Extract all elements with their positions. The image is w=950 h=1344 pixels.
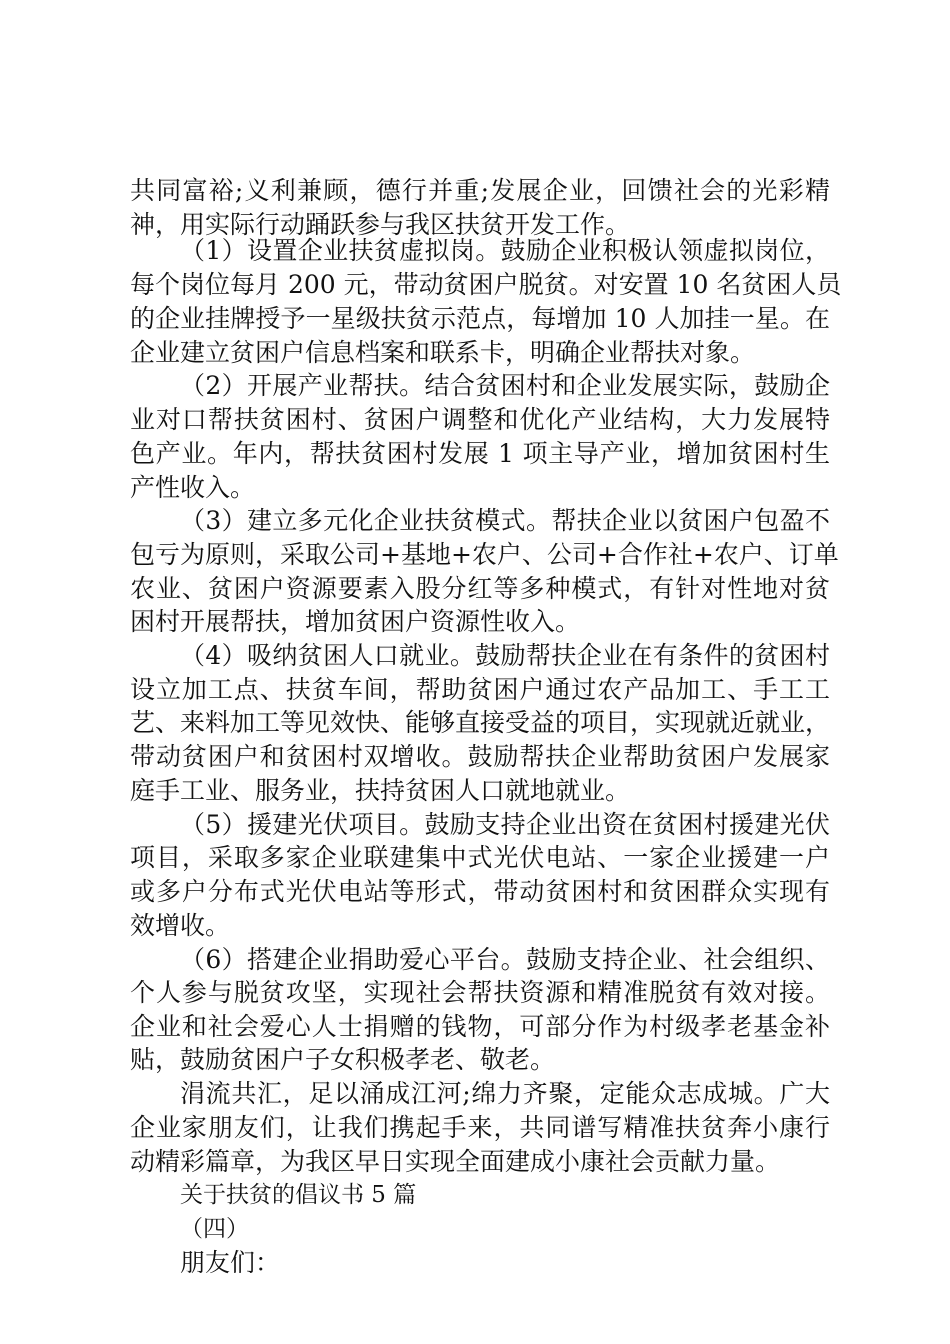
text-line: 色产业。年内，帮扶贫困村发展 1 项主导产业，增加贫困村生 <box>130 439 830 468</box>
text-line: 艺、来料加工等见效快、能够直接受益的项目，实现就近就业， <box>130 708 831 737</box>
text-line: 产性收入。 <box>130 473 256 502</box>
section-title: 关于扶贫的倡议书 5 篇 <box>180 1182 417 1208</box>
paragraph-start-line: 涓流共汇，足以涌成江河;绵力齐聚，定能众志成城。广大 <box>180 1079 830 1108</box>
paragraph-start-line: （4）吸纳贫困人口就业。鼓励帮扶企业在有条件的贫困村 <box>180 641 830 670</box>
section-number: （四） <box>180 1216 249 1242</box>
text-line: 项目，采取多家企业联建集中式光伏电站、一家企业援建一户 <box>130 843 830 872</box>
text-line: 动精彩篇章，为我区早日实现全面建成小康社会贡献力量。 <box>130 1147 781 1176</box>
text-line: 贴，鼓励贫困户子女积极孝老、敬老。 <box>130 1045 556 1074</box>
text-line: 困村开展帮扶，增加贫困户资源性收入。 <box>130 607 581 636</box>
text-line: 庭手工业、服务业，扶持贫困人口就地就业。 <box>130 776 631 805</box>
text-line: 农业、贫困户资源要素入股分红等多种模式，有针对性地对贫 <box>130 574 830 603</box>
text-line: 的企业挂牌授予一星级扶贫示范点，每增加 10 人加挂一星。在 <box>130 304 830 333</box>
text-line: 企业家朋友们，让我们携起手来，共同谱写精准扶贫奔小康行 <box>130 1113 830 1142</box>
text-line: 包亏为原则，采取公司+基地+农户、公司+合作社+农户、订单 <box>130 540 839 569</box>
text-line: 设立加工点、扶贫车间，帮助贫困户通过农产品加工、手工工 <box>130 675 830 704</box>
text-line: 带动贫困户和贫困村双增收。鼓励帮扶企业帮助贫困户发展家 <box>130 742 830 771</box>
text-line: 个人参与脱贫攻坚，实现社会帮扶资源和精准脱贫有效对接。 <box>130 978 830 1007</box>
salutation: 朋友们： <box>180 1248 281 1277</box>
paragraph-start-line: （2）开展产业帮扶。结合贫困村和企业发展实际，鼓励企 <box>180 371 830 400</box>
text-line: 业对口帮扶贫困村、贫困户调整和优化产业结构，大力发展特 <box>130 405 830 434</box>
text-line: 或多户分布式光伏电站等形式，带动贫困村和贫困群众实现有 <box>130 877 830 906</box>
text-line: 企业建立贫困户信息档案和联系卡，明确企业帮扶对象。 <box>130 338 756 367</box>
paragraph-start-line: （5）援建光伏项目。鼓励支持企业出资在贫困村援建光伏 <box>180 810 830 839</box>
paragraph-start-line: （6）搭建企业捐助爱心平台。鼓励支持企业、社会组织、 <box>180 945 830 974</box>
paragraph-start-line: （1）设置企业扶贫虚拟岗。鼓励企业积极认领虚拟岗位， <box>180 236 830 265</box>
text-line: 效增收。 <box>130 911 231 940</box>
text-line: 企业和社会爱心人士捐赠的钱物，可部分作为村级孝老基金补 <box>130 1012 830 1041</box>
text-line: 神，用实际行动踊跃参与我区扶贫开发工作。 <box>130 210 631 239</box>
text-line: 每个岗位每月 200 元，带动贫困户脱贫。对安置 10 名贫困人员 <box>130 270 842 299</box>
paragraph-start-line: （3）建立多元化企业扶贫模式。帮扶企业以贫困户包盈不 <box>180 506 830 535</box>
text-line: 共同富裕;义利兼顾，德行并重;发展企业，回馈社会的光彩精 <box>130 176 830 205</box>
